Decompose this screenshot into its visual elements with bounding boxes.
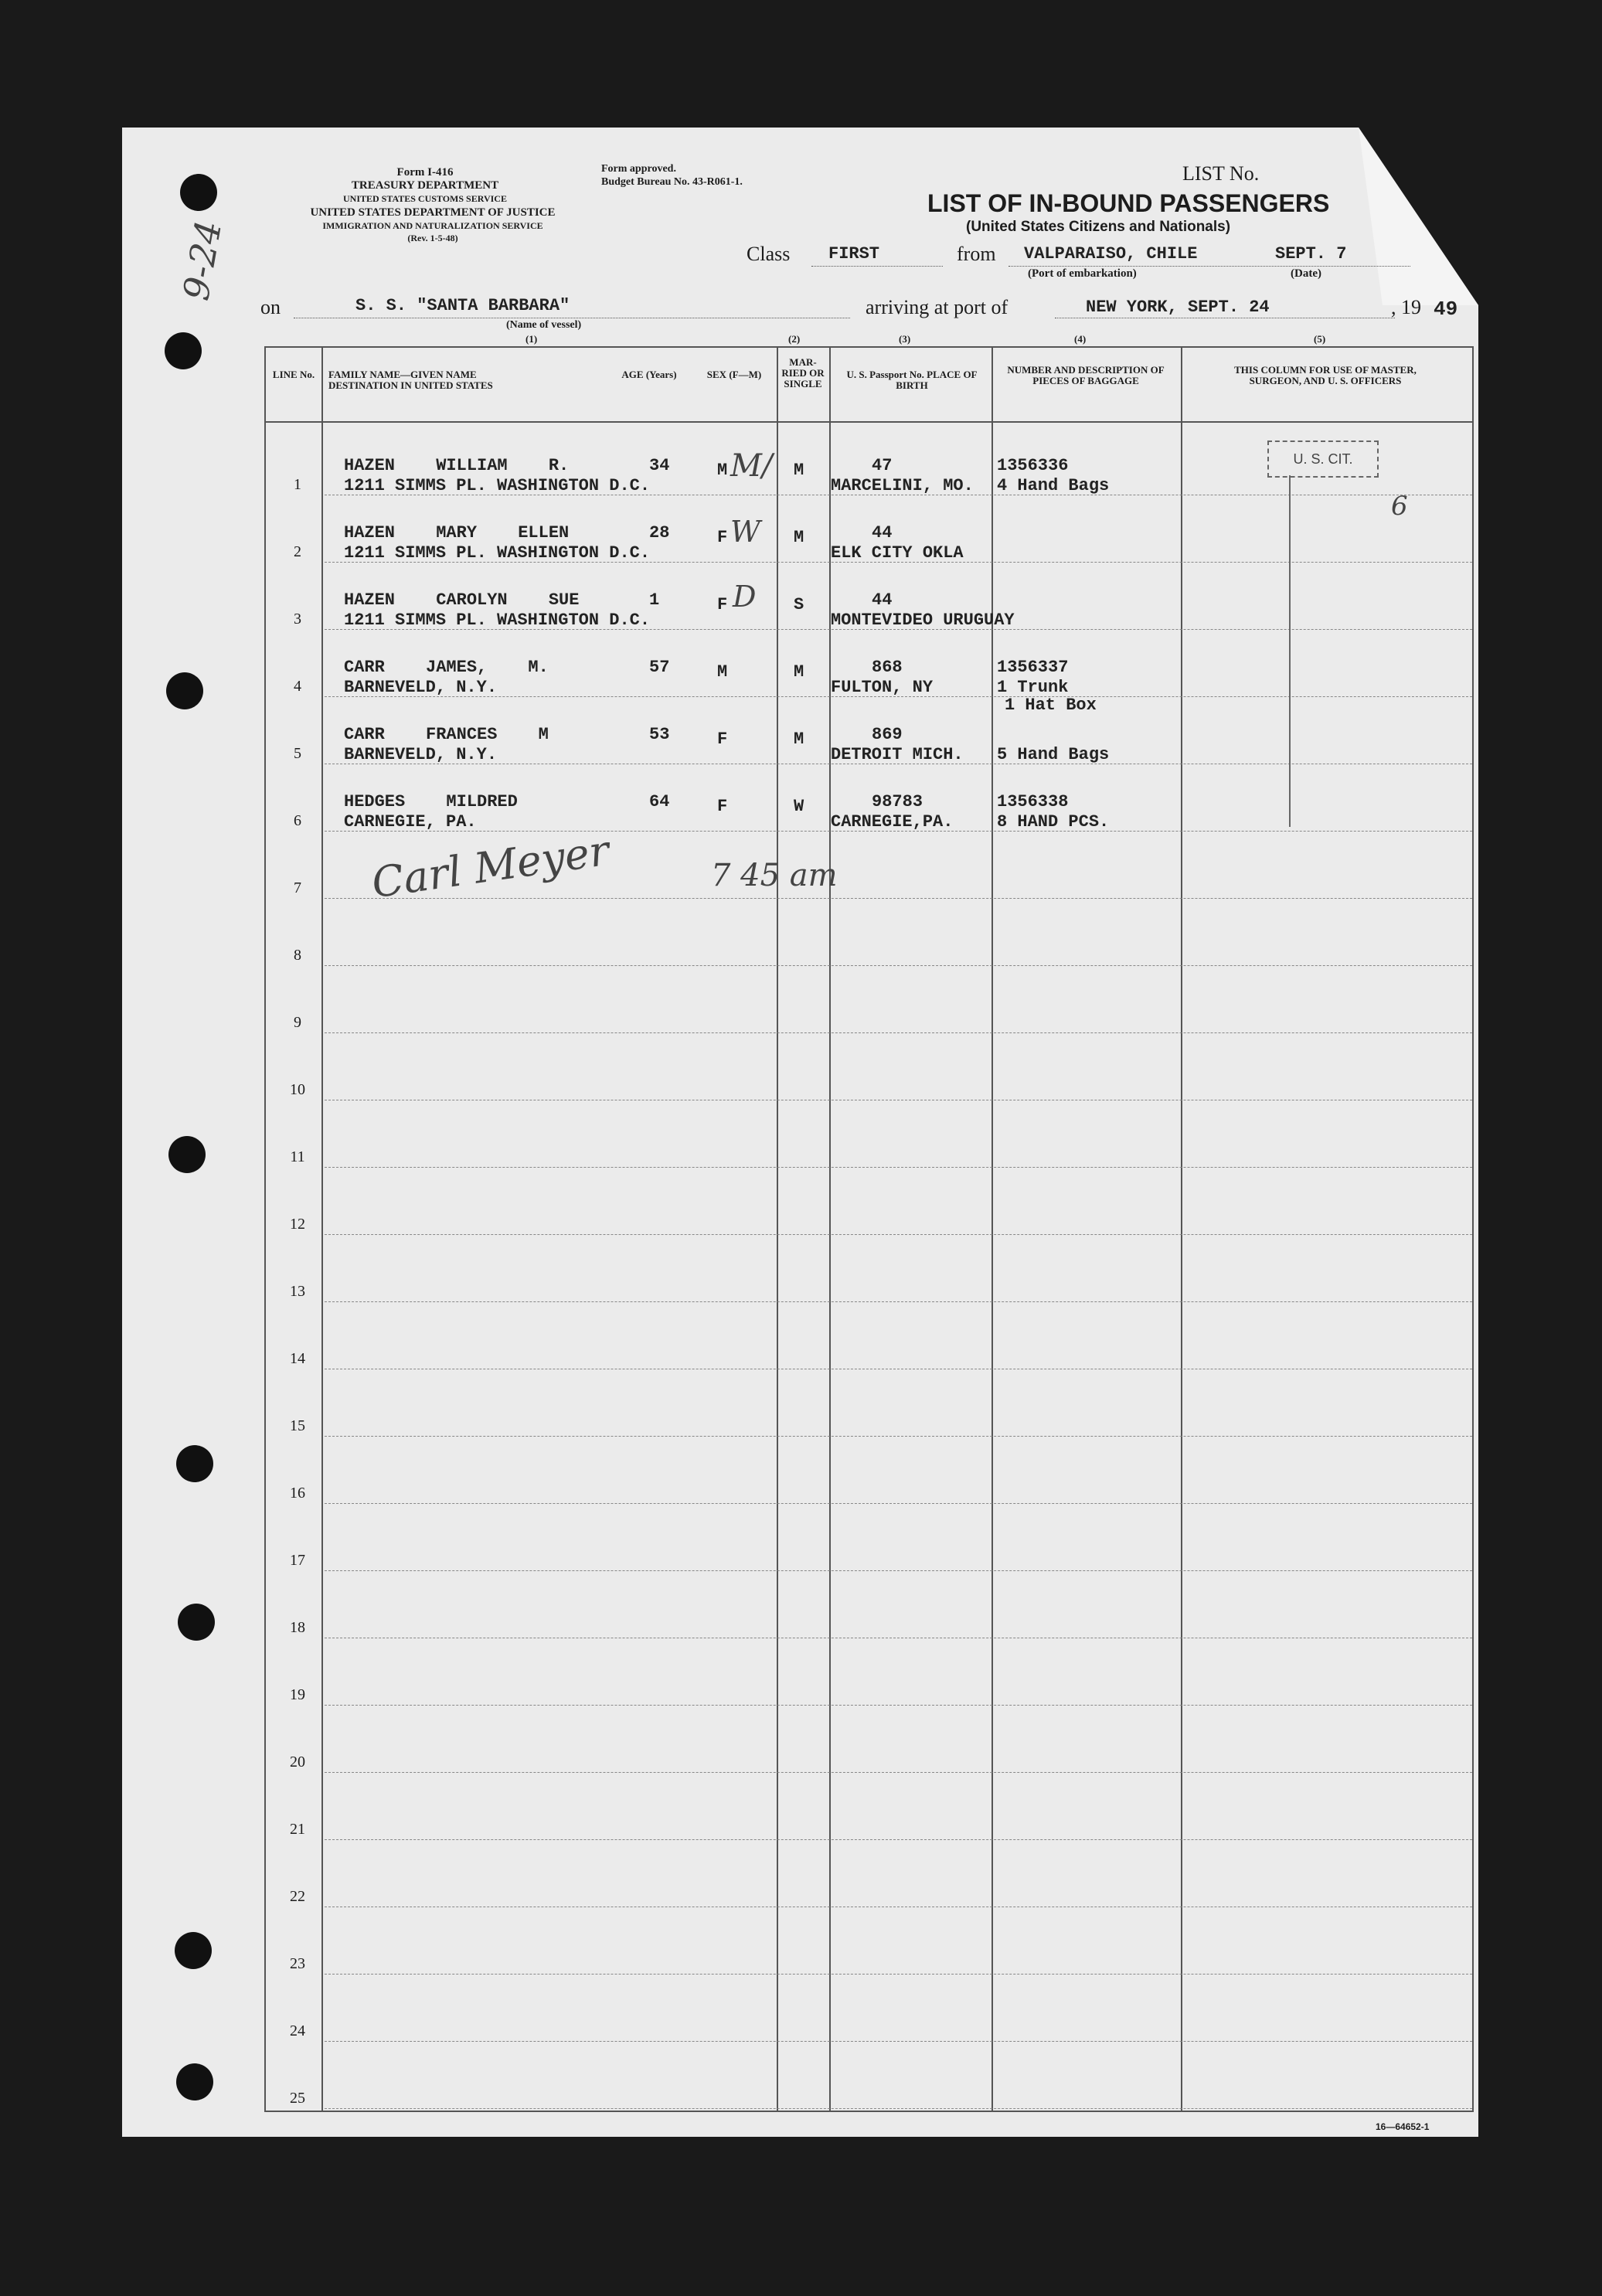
row-line (325, 1167, 1472, 1168)
line-number: 5 (294, 745, 301, 762)
row-line (325, 965, 1472, 966)
row-line (325, 2041, 1472, 2042)
class-value: FIRST (828, 244, 880, 264)
header-passport: U. S. Passport No. PLACE OF BIRTH (846, 369, 978, 391)
passenger-sex: F (717, 595, 728, 614)
line-number: 23 (290, 1955, 305, 1972)
baggage-description: 1 Trunk (997, 678, 1069, 697)
line-number: 25 (290, 2090, 305, 2107)
place-of-birth: MONTEVIDEO URUGUAY (831, 611, 1015, 630)
baggage-description: 4 Hand Bags (997, 476, 1110, 495)
col-number-1: (1) (525, 333, 538, 345)
baggage-description: 8 HAND PCS. (997, 812, 1110, 832)
line-number: 4 (294, 678, 301, 695)
passenger-marital-status: M (794, 730, 804, 749)
passenger-name: HEDGES MILDRED (344, 792, 518, 811)
form-approved: Form approved. (601, 163, 676, 175)
embark-date: SEPT. 7 (1275, 244, 1347, 264)
col-number-3: (3) (899, 333, 911, 345)
passenger-age: 64 (649, 792, 670, 811)
passport-number: 868 (872, 658, 903, 677)
header-sex: SEX (F—M) (706, 369, 762, 380)
place-of-birth: DETROIT MICH. (831, 745, 964, 764)
passenger-sex: M (717, 461, 728, 480)
binder-hole (176, 2063, 213, 2100)
line-number: 16 (290, 1485, 305, 1502)
binder-hole (178, 1604, 215, 1641)
passenger-destination: 1211 SIMMS PL. WASHINGTON D.C. (344, 611, 651, 630)
passport-number: 869 (872, 725, 903, 744)
line-number: 8 (294, 947, 301, 964)
passenger-age: 1 (649, 590, 660, 610)
line-number: 13 (290, 1283, 305, 1300)
binder-hole (180, 174, 217, 211)
line-number: 20 (290, 1753, 305, 1770)
col-number-4: (4) (1074, 333, 1087, 345)
justice-dept: UNITED STATES DEPARTMENT OF JUSTICE (310, 206, 556, 219)
binder-hole (175, 1932, 212, 1969)
passenger-name: HAZEN MARY ELLEN (344, 523, 570, 543)
row-line (325, 1503, 1472, 1504)
line-number: 10 (290, 1081, 305, 1098)
sex-mark: W (730, 515, 761, 549)
embark-port: VALPARAISO, CHILE (1024, 244, 1198, 264)
passport-number: 98783 (872, 792, 923, 811)
year-value: 49 (1434, 298, 1458, 321)
passenger-sex: F (717, 528, 728, 547)
line-number: 6 (294, 812, 301, 829)
passport-number: 44 (872, 590, 893, 610)
baggage-description: 5 Hand Bags (997, 745, 1110, 764)
year-prefix: , 19 (1391, 296, 1421, 318)
list-no-label: LIST No. (1182, 162, 1260, 185)
line-number: 11 (290, 1148, 305, 1165)
passenger-sex: M (717, 662, 728, 682)
col-number-2: (2) (788, 333, 801, 345)
passenger-name: HAZEN CAROLYN SUE (344, 590, 580, 610)
line-number: 17 (290, 1552, 305, 1569)
from-label: from (957, 243, 996, 265)
place-of-birth: ELK CITY OKLA (831, 543, 964, 563)
passenger-destination: 1211 SIMMS PL. WASHINGTON D.C. (344, 476, 651, 495)
line-number: 9 (294, 1014, 301, 1031)
binder-hole (165, 332, 202, 369)
vessel-name: S. S. "SANTA BARBARA" (355, 296, 570, 315)
passenger-marital-status: S (794, 595, 804, 614)
customs-service: UNITED STATES CUSTOMS SERVICE (343, 193, 507, 204)
passenger-age: 53 (649, 725, 670, 744)
form-revision: (Rev. 1-5-48) (407, 233, 458, 243)
passenger-marital-status: M (794, 528, 804, 547)
row-line (325, 1436, 1472, 1437)
line-number: 18 (290, 1619, 305, 1636)
row-line (325, 1301, 1472, 1302)
row-line (325, 1705, 1472, 1706)
passport-number: 47 (872, 456, 893, 475)
treasury-dept: TREASURY DEPARTMENT (351, 179, 499, 192)
passenger-age: 28 (649, 523, 670, 543)
header-name: FAMILY NAME—GIVEN NAME DESTINATION IN UNITED STATES (328, 369, 493, 391)
passenger-destination: CARNEGIE, PA. (344, 812, 477, 832)
row-line (325, 898, 1472, 899)
class-label: Class (747, 243, 791, 265)
form-number: Form I-416 (396, 166, 454, 179)
passenger-name: CARR JAMES, M. (344, 658, 549, 677)
row-line (325, 2108, 1472, 2109)
passenger-name: CARR FRANCES M (344, 725, 549, 744)
passenger-sex: F (717, 797, 728, 816)
passenger-sex: F (717, 730, 728, 749)
passenger-name: HAZEN WILLIAM R. (344, 456, 570, 475)
header-line-no: LINE No. (272, 369, 315, 380)
arrival-port-date: NEW YORK, SEPT. 24 (1086, 298, 1270, 317)
binder-hole (166, 672, 203, 709)
form-title: LIST OF IN-BOUND PASSENGERS (927, 189, 1330, 217)
line-number: 14 (290, 1350, 305, 1367)
ins-service: IMMIGRATION AND NATURALIZATION SERVICE (322, 220, 543, 231)
row-line (325, 1570, 1472, 1571)
place-of-birth: MARCELINI, MO. (831, 476, 974, 495)
baggage-number: 1356336 (997, 456, 1069, 475)
extra-baggage: 1 Hat Box (1005, 696, 1097, 715)
margin-annotation: 9-24 (175, 217, 230, 304)
row-line (325, 1032, 1472, 1033)
arriving-label: arriving at port of (866, 296, 1008, 318)
row-line (325, 1772, 1472, 1773)
line-number: 3 (294, 611, 301, 628)
on-label: on (260, 296, 281, 318)
header-officers: THIS COLUMN FOR USE OF MASTER, SURGEON, AND U. S. OFFICERS (1234, 364, 1417, 386)
vessel-caption: (Name of vessel) (506, 319, 582, 331)
embark-caption: (Port of embarkation) (1028, 267, 1137, 280)
place-of-birth: FULTON, NY (831, 678, 934, 697)
col-number-5: (5) (1314, 333, 1326, 345)
line-number: 22 (290, 1888, 305, 1905)
footer-code: 16—64652-1 (1376, 2121, 1430, 2132)
passenger-marital-status: M (794, 662, 804, 682)
header-married: MAR-RIED OR SINGLE (781, 356, 825, 389)
row-line (325, 1234, 1472, 1235)
citizenship-stamp: U. S. CIT. (1267, 440, 1379, 478)
sex-mark: D (733, 580, 757, 614)
line-number: 15 (290, 1417, 305, 1434)
baggage-number: 1356338 (997, 792, 1069, 811)
passenger-destination: BARNEVELD, N.Y. (344, 745, 498, 764)
budget-bureau: Budget Bureau No. 43-R061-1. (601, 176, 743, 188)
officer-check-line (1289, 475, 1291, 827)
binder-hole (168, 1136, 206, 1173)
row-line (325, 1839, 1472, 1840)
passenger-destination: BARNEVELD, N.Y. (344, 678, 498, 697)
baggage-number: 1356337 (997, 658, 1069, 677)
date-caption: (Date) (1291, 267, 1321, 280)
line-number: 21 (290, 1821, 305, 1838)
place-of-birth: CARNEGIE,PA. (831, 812, 954, 832)
inspector-signature: Carl Meyer (369, 825, 613, 908)
sex-mark: M/ (730, 448, 773, 484)
line-number: 24 (290, 2022, 305, 2039)
row-line (325, 1974, 1472, 1975)
form-subtitle: (United States Citizens and Nationals) (966, 219, 1231, 235)
passport-number: 44 (872, 523, 893, 543)
line-number: 19 (290, 1686, 305, 1703)
passenger-age: 34 (649, 456, 670, 475)
line-number: 7 (294, 879, 301, 896)
binder-hole (176, 1445, 213, 1482)
line-number: 1 (294, 476, 301, 493)
passenger-destination: 1211 SIMMS PL. WASHINGTON D.C. (344, 543, 651, 563)
header-baggage: NUMBER AND DESCRIPTION OF PIECES OF BAGGAGE (1007, 364, 1165, 386)
passenger-age: 57 (649, 658, 670, 677)
line-number: 12 (290, 1216, 305, 1233)
header-age: AGE (Years) (621, 369, 677, 380)
line-number: 2 (294, 543, 301, 560)
inspection-time: 7 45 am (711, 858, 838, 893)
passenger-marital-status: W (794, 797, 804, 816)
passenger-marital-status: M (794, 461, 804, 480)
officer-mark: 6 (1391, 491, 1408, 522)
